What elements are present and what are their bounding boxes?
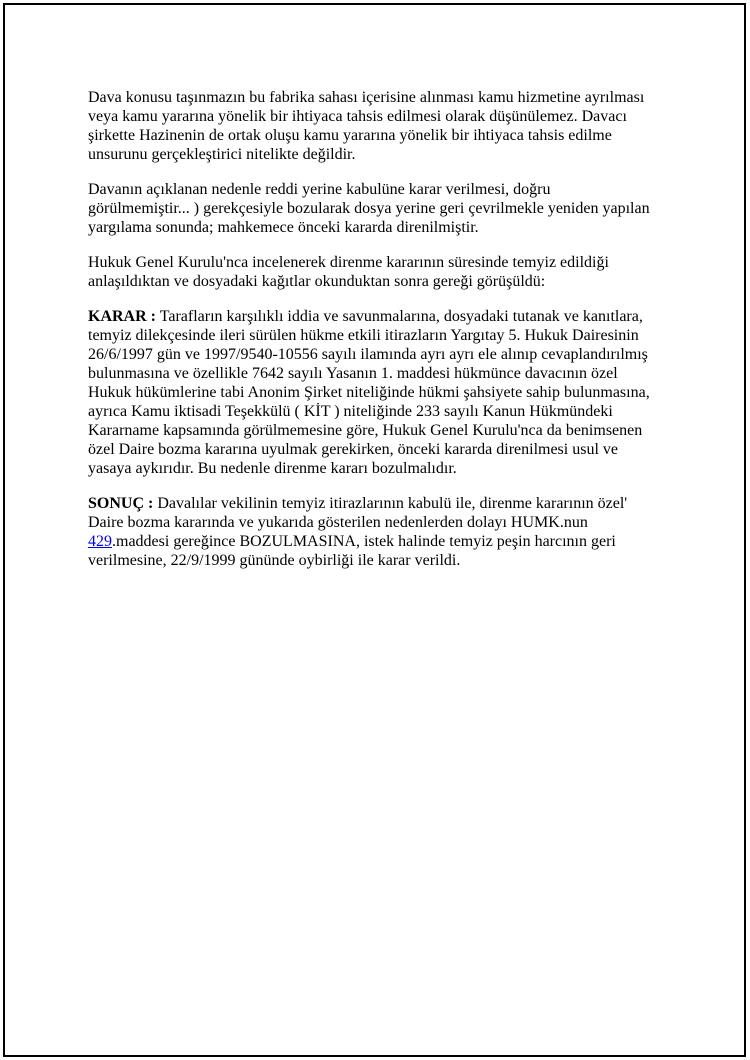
sonuc-body-after-link: .maddesi gereğince BOZULMASINA, istek halinde temyiz peşin harcının geri verilmesine, 22/9/1999 gününde oybirliği ile karar verildi. (88, 533, 616, 569)
document-content (88, 88, 653, 586)
paragraph-karar (88, 307, 653, 478)
paragraph-direnme: Davanın açıklanan nedenle reddi yerine kabulüne karar verilmesi, doğru görülmemiştir... ) gerekçesiyle bozularak dosya yerine geri çevrilmekle yeniden yapılan yargılama sonunda; mahkemece önceki kararda direnilmiştir. (88, 181, 650, 236)
paragraph-sonuc (88, 494, 653, 570)
sonuc-label: SONUÇ : (88, 495, 154, 512)
link-humk-429[interactable]: 429 (88, 533, 112, 550)
paragraph-hgk-inceleme: Hukuk Genel Kurulu'nca incelenerek direnme kararının süresinde temyiz edildiği anlaşıldıktan ve dosyadaki kağıtlar okunduktan sonra gereği görüşüldü: (88, 254, 609, 290)
paragraph-kamu-yarari: Dava konusu taşınmazın bu fabrika sahası içerisine alınması kamu hizmetine ayrılması veya kamu yararına yönelik bir ihtiyaca tahsis edilmesi olarak düşünülemez. Davacı şirkette Hazinenin de ortak oluşu kamu yararına yönelik bir ihtiyaca tahsis edilme unsurunu gerçekleştirici nitelikte değildir. (88, 89, 645, 163)
karar-body: Tarafların karşılıklı iddia ve savunmalarına, dosyadaki tutanak ve kanıtlara, temyiz dilekçesinde ileri sürülen hükme etkili itirazların Yargıtay 5. Hukuk Dairesinin 26/6/1997 gün ve 1997/9540-10556 sayılı ilamında ayrı ayrı ele alınıp cevaplandırılmış bulunmasına ve özellikle 7642 sayılı Yasanın 1. maddesi hükmünce davacının özel Hukuk hükümlerine tabi Anonim Şirket niteliğinde hükmi şahsiyete sahip bulunmasına, ayrıca Kamu iktisadi Teşekkülü ( KİT ) niteliğinde 233 sayılı Kanun Hükmündeki Kararname kapsamında görülmemesine göre, Hukuk Genel Kurulu'nca da benimsenen özel Daire bozma kararına uyulmak gerekirken, önceki kararda direnilmesi usul ve yasaya aykırıdır. Bu nedenle direnme kararı bozulmalıdır. (88, 308, 650, 477)
sonuc-body-before-link: Davalılar vekilinin temyiz itirazlarının kabulü ile, direnme kararının özel' Daire bozma kararında ve yukarıda gösterilen nedenlerden dolayı HUMK.nun (88, 495, 628, 531)
karar-label: KARAR : (88, 308, 156, 325)
